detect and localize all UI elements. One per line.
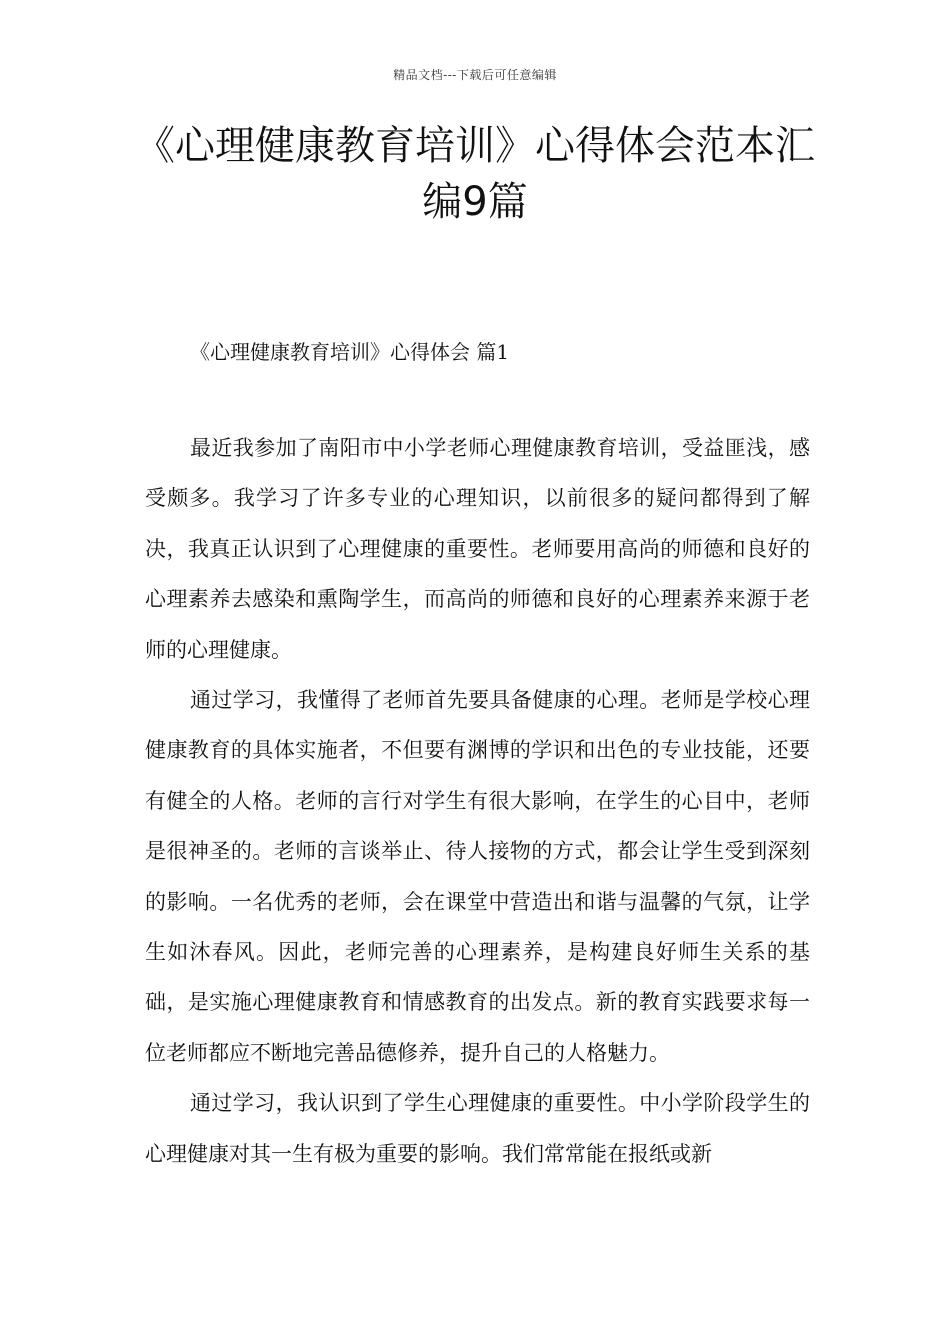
paragraph: 最近我参加了南阳市中小学老师心理健康教育培训，受益匪浅，感受颇多。我学习了许多专业的心理知识，以前很多的疑问都得到了解决，我真正认识到了心理健康的重要性。老师要用高尚的师德和良好的心理素养去感染和熏陶学生，而高尚的师德和良好的心理素养来源于老师的心理健康。 (145, 436, 810, 662)
title-line-1: 《心理健康教育培训》心得体会范本汇 (135, 123, 815, 169)
document-title (120, 118, 830, 230)
header-note: 精品文档---下载后可任意编辑 (393, 68, 557, 82)
paragraph: 通过学习，我认识到了学生心理健康的重要性。中小学阶段学生的心理健康对其一生有极为重要的影响。我们常常能在报纸或新 (145, 1091, 810, 1166)
body-text (145, 423, 810, 1179)
title-line-2: 编9篇 (422, 179, 528, 225)
paragraph: 通过学习，我懂得了老师首先要具备健康的心理。老师是学校心理健康教育的具体实施者，不但要有渊博的学识和出色的专业技能，还要有健全的人格。老师的言行对学生有很大影响，在学生的心目中，老师是很神圣的。老师的言谈举止、待人接物的方式，都会让学生受到深刻的影响。一名优秀的老师，会在课堂中营造出和谐与温馨的气氛，让学生如沐春风。因此，老师完善的心理素养，是构建良好师生关系的基础，是实施心理健康教育和情感教育的出发点。新的教育实践要求每一位老师都应不断地完善品德修养，提升自己的人格魅力。 (145, 688, 810, 1065)
section-heading: 《心理健康教育培训》心得体会 篇1 (190, 340, 510, 364)
